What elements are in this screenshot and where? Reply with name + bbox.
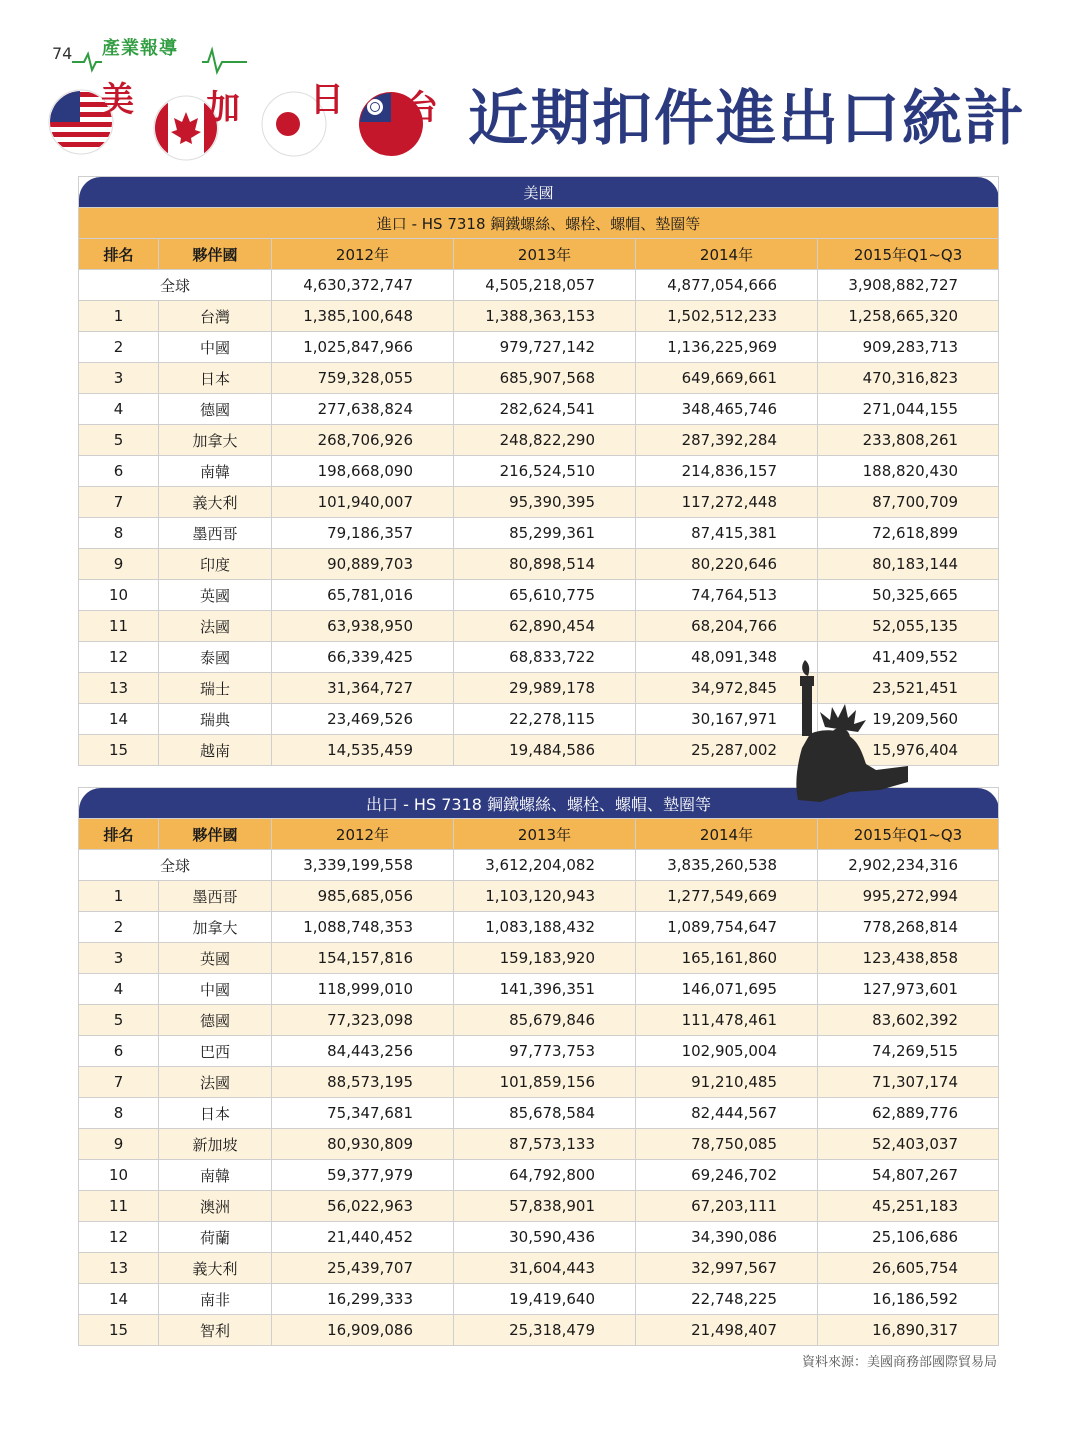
partner-cell: 義大利 [159, 1253, 272, 1284]
value-cell: 25,439,707 [272, 1253, 454, 1284]
value-cell: 778,268,814 [818, 912, 999, 943]
value-cell: 80,183,144 [818, 549, 999, 580]
value-cell: 87,573,133 [454, 1129, 636, 1160]
value-cell: 909,283,713 [818, 332, 999, 363]
partner-cell: 德國 [159, 1005, 272, 1036]
value-cell: 101,940,007 [272, 487, 454, 518]
partner-cell: 瑞士 [159, 673, 272, 704]
value-cell: 159,183,920 [454, 943, 636, 974]
value-cell: 78,750,085 [636, 1129, 818, 1160]
partner-cell: 荷蘭 [159, 1222, 272, 1253]
value-cell: 1,502,512,233 [636, 301, 818, 332]
country-bar [79, 177, 999, 208]
partner-cell: 澳洲 [159, 1191, 272, 1222]
partner-cell: 新加坡 [159, 1129, 272, 1160]
table-row [79, 1098, 999, 1129]
value-cell: 4,630,372,747 [272, 270, 454, 301]
table-row [79, 1222, 999, 1253]
partner-cell: 印度 [159, 549, 272, 580]
rank-cell: 15 [79, 1315, 159, 1346]
rank-cell: 6 [79, 1036, 159, 1067]
value-cell: 52,403,037 [818, 1129, 999, 1160]
value-cell: 65,610,775 [454, 580, 636, 611]
rank-cell: 2 [79, 912, 159, 943]
partner-cell: 日本 [159, 363, 272, 394]
col-rank: 排名 [79, 239, 159, 270]
total-label: 全球 [79, 850, 272, 881]
value-cell: 1,088,748,353 [272, 912, 454, 943]
partner-cell: 加拿大 [159, 912, 272, 943]
value-cell: 141,396,351 [454, 974, 636, 1005]
exports-table [78, 787, 999, 1346]
value-cell: 1,258,665,320 [818, 301, 999, 332]
value-cell: 19,209,560 [818, 704, 999, 735]
value-cell: 34,972,845 [636, 673, 818, 704]
partner-cell: 英國 [159, 580, 272, 611]
table-row [79, 1005, 999, 1036]
value-cell: 48,091,348 [636, 642, 818, 673]
value-cell: 31,604,443 [454, 1253, 636, 1284]
partner-cell: 南非 [159, 1284, 272, 1315]
value-cell: 1,089,754,647 [636, 912, 818, 943]
value-cell: 111,478,461 [636, 1005, 818, 1036]
exports-title: 出口 - HS 7318 鋼鐵螺絲、螺栓、螺帽、墊圈等 [79, 788, 999, 819]
page-header [0, 0, 1075, 175]
value-cell: 85,299,361 [454, 518, 636, 549]
table-row [79, 332, 999, 363]
flag-char-us: 美 [100, 80, 134, 120]
value-cell: 3,908,882,727 [818, 270, 999, 301]
value-cell: 23,521,451 [818, 673, 999, 704]
value-cell: 685,907,568 [454, 363, 636, 394]
table-row [79, 611, 999, 642]
partner-cell: 墨西哥 [159, 881, 272, 912]
value-cell: 68,833,722 [454, 642, 636, 673]
value-cell: 282,624,541 [454, 394, 636, 425]
exports-header-row [79, 819, 999, 850]
rank-cell: 14 [79, 704, 159, 735]
value-cell: 85,679,846 [454, 1005, 636, 1036]
value-cell: 102,905,004 [636, 1036, 818, 1067]
value-cell: 985,685,056 [272, 881, 454, 912]
value-cell: 188,820,430 [818, 456, 999, 487]
value-cell: 30,590,436 [454, 1222, 636, 1253]
value-cell: 56,022,963 [272, 1191, 454, 1222]
value-cell: 1,385,100,648 [272, 301, 454, 332]
col-2014: 2014年 [636, 819, 818, 850]
value-cell: 45,251,183 [818, 1191, 999, 1222]
value-cell: 16,186,592 [818, 1284, 999, 1315]
statue-of-liberty-icon [780, 652, 910, 822]
rank-cell: 5 [79, 1005, 159, 1036]
partner-cell: 越南 [159, 735, 272, 766]
value-cell: 1,388,363,153 [454, 301, 636, 332]
value-cell: 1,025,847,966 [272, 332, 454, 363]
value-cell: 52,055,135 [818, 611, 999, 642]
rank-cell: 8 [79, 518, 159, 549]
rank-cell: 11 [79, 611, 159, 642]
partner-cell: 日本 [159, 1098, 272, 1129]
col-2012: 2012年 [272, 819, 454, 850]
value-cell: 995,272,994 [818, 881, 999, 912]
rank-cell: 5 [79, 425, 159, 456]
value-cell: 117,272,448 [636, 487, 818, 518]
value-cell: 65,781,016 [272, 580, 454, 611]
col-partner: 夥伴國 [159, 819, 272, 850]
table-row [79, 974, 999, 1005]
partner-cell: 南韓 [159, 456, 272, 487]
value-cell: 22,278,115 [454, 704, 636, 735]
rank-cell: 4 [79, 974, 159, 1005]
table-row [79, 1067, 999, 1098]
rank-cell: 7 [79, 1067, 159, 1098]
value-cell: 3,339,199,558 [272, 850, 454, 881]
col-rank: 排名 [79, 819, 159, 850]
value-cell: 23,469,526 [272, 704, 454, 735]
table-row [79, 487, 999, 518]
value-cell: 69,246,702 [636, 1160, 818, 1191]
value-cell: 101,859,156 [454, 1067, 636, 1098]
value-cell: 21,440,452 [272, 1222, 454, 1253]
table-row [79, 881, 999, 912]
value-cell: 649,669,661 [636, 363, 818, 394]
col-2013: 2013年 [454, 239, 636, 270]
value-cell: 62,890,454 [454, 611, 636, 642]
rank-cell: 12 [79, 642, 159, 673]
rank-cell: 1 [79, 881, 159, 912]
value-cell: 3,612,204,082 [454, 850, 636, 881]
rank-cell: 2 [79, 332, 159, 363]
table-row [79, 912, 999, 943]
value-cell: 348,465,746 [636, 394, 818, 425]
rank-cell: 10 [79, 1160, 159, 1191]
value-cell: 25,287,002 [636, 735, 818, 766]
value-cell: 80,220,646 [636, 549, 818, 580]
col-2015: 2015年Q1~Q3 [818, 819, 999, 850]
col-partner: 夥伴國 [159, 239, 272, 270]
value-cell: 77,323,098 [272, 1005, 454, 1036]
rank-cell: 7 [79, 487, 159, 518]
country-header: 美國 [79, 177, 999, 208]
rank-cell: 6 [79, 456, 159, 487]
value-cell: 146,071,695 [636, 974, 818, 1005]
value-cell: 68,204,766 [636, 611, 818, 642]
value-cell: 34,390,086 [636, 1222, 818, 1253]
table-row [79, 1129, 999, 1160]
value-cell: 62,889,776 [818, 1098, 999, 1129]
partner-cell: 義大利 [159, 487, 272, 518]
value-cell: 19,484,586 [454, 735, 636, 766]
partner-cell: 英國 [159, 943, 272, 974]
table-row [79, 425, 999, 456]
value-cell: 29,989,178 [454, 673, 636, 704]
partner-cell: 中國 [159, 974, 272, 1005]
partner-cell: 台灣 [159, 301, 272, 332]
partner-cell: 法國 [159, 611, 272, 642]
value-cell: 19,419,640 [454, 1284, 636, 1315]
page-title: 近期扣件進出口統計 [468, 84, 1026, 154]
table-row [79, 1253, 999, 1284]
value-cell: 84,443,256 [272, 1036, 454, 1067]
table-row [79, 1284, 999, 1315]
partner-cell: 加拿大 [159, 425, 272, 456]
table-row [79, 394, 999, 425]
value-cell: 271,044,155 [818, 394, 999, 425]
value-cell: 25,318,479 [454, 1315, 636, 1346]
value-cell: 97,773,753 [454, 1036, 636, 1067]
value-cell: 71,307,174 [818, 1067, 999, 1098]
table-row [79, 1315, 999, 1346]
value-cell: 85,678,584 [454, 1098, 636, 1129]
partner-cell: 德國 [159, 394, 272, 425]
value-cell: 16,909,086 [272, 1315, 454, 1346]
rank-cell: 3 [79, 943, 159, 974]
value-cell: 216,524,510 [454, 456, 636, 487]
partner-cell: 墨西哥 [159, 518, 272, 549]
value-cell: 59,377,979 [272, 1160, 454, 1191]
value-cell: 64,792,800 [454, 1160, 636, 1191]
value-cell: 14,535,459 [272, 735, 454, 766]
value-cell: 87,415,381 [636, 518, 818, 549]
col-2015: 2015年Q1~Q3 [818, 239, 999, 270]
value-cell: 123,438,858 [818, 943, 999, 974]
rank-cell: 12 [79, 1222, 159, 1253]
value-cell: 41,409,552 [818, 642, 999, 673]
value-cell: 74,269,515 [818, 1036, 999, 1067]
table-row [79, 1036, 999, 1067]
value-cell: 66,339,425 [272, 642, 454, 673]
flag-char-tw: 台 [404, 88, 438, 128]
value-cell: 82,444,567 [636, 1098, 818, 1129]
value-cell: 74,764,513 [636, 580, 818, 611]
value-cell: 1,103,120,943 [454, 881, 636, 912]
table-row [79, 549, 999, 580]
partner-cell: 南韓 [159, 1160, 272, 1191]
table-row [79, 580, 999, 611]
value-cell: 2,902,234,316 [818, 850, 999, 881]
value-cell: 16,299,333 [272, 1284, 454, 1315]
value-cell: 25,106,686 [818, 1222, 999, 1253]
imports-header-row [79, 239, 999, 270]
partner-cell: 泰國 [159, 642, 272, 673]
source-note: 資料來源：美國商務部國際貿易局 [801, 1355, 997, 1370]
partner-cell: 瑞典 [159, 704, 272, 735]
table-row [79, 363, 999, 394]
value-cell: 1,083,188,432 [454, 912, 636, 943]
value-cell: 248,822,290 [454, 425, 636, 456]
rank-cell: 10 [79, 580, 159, 611]
partner-cell: 法國 [159, 1067, 272, 1098]
partner-cell: 巴西 [159, 1036, 272, 1067]
total-row [79, 270, 999, 301]
table-row [79, 943, 999, 974]
value-cell: 90,889,703 [272, 549, 454, 580]
value-cell: 3,835,260,538 [636, 850, 818, 881]
value-cell: 67,203,111 [636, 1191, 818, 1222]
value-cell: 470,316,823 [818, 363, 999, 394]
imports-title-row [79, 208, 999, 239]
rank-cell: 14 [79, 1284, 159, 1315]
value-cell: 287,392,284 [636, 425, 818, 456]
value-cell: 95,390,395 [454, 487, 636, 518]
col-2012: 2012年 [272, 239, 454, 270]
table-row [79, 518, 999, 549]
value-cell: 21,498,407 [636, 1315, 818, 1346]
table-row [79, 456, 999, 487]
value-cell: 72,618,899 [818, 518, 999, 549]
rank-cell: 1 [79, 301, 159, 332]
value-cell: 87,700,709 [818, 487, 999, 518]
flag-char-jp: 日 [310, 80, 344, 120]
value-cell: 30,167,971 [636, 704, 818, 735]
flag-char-ca: 加 [206, 88, 240, 128]
imports-title: 進口 - HS 7318 鋼鐵螺絲、螺栓、螺帽、墊圈等 [79, 208, 999, 239]
value-cell: 16,890,317 [818, 1315, 999, 1346]
total-label: 全球 [79, 270, 272, 301]
value-cell: 54,807,267 [818, 1160, 999, 1191]
value-cell: 233,808,261 [818, 425, 999, 456]
rank-cell: 15 [79, 735, 159, 766]
value-cell: 4,877,054,666 [636, 270, 818, 301]
value-cell: 198,668,090 [272, 456, 454, 487]
value-cell: 79,186,357 [272, 518, 454, 549]
col-2013: 2013年 [454, 819, 636, 850]
value-cell: 1,136,225,969 [636, 332, 818, 363]
value-cell: 32,997,567 [636, 1253, 818, 1284]
value-cell: 979,727,142 [454, 332, 636, 363]
value-cell: 88,573,195 [272, 1067, 454, 1098]
rank-cell: 9 [79, 1129, 159, 1160]
value-cell: 154,157,816 [272, 943, 454, 974]
value-cell: 57,838,901 [454, 1191, 636, 1222]
table-row [79, 1191, 999, 1222]
value-cell: 31,364,727 [272, 673, 454, 704]
value-cell: 127,973,601 [818, 974, 999, 1005]
total-row [79, 850, 999, 881]
value-cell: 118,999,010 [272, 974, 454, 1005]
partner-cell: 智利 [159, 1315, 272, 1346]
value-cell: 214,836,157 [636, 456, 818, 487]
value-cell: 4,505,218,057 [454, 270, 636, 301]
value-cell: 165,161,860 [636, 943, 818, 974]
value-cell: 22,748,225 [636, 1284, 818, 1315]
rank-cell: 4 [79, 394, 159, 425]
table-row [79, 1160, 999, 1191]
value-cell: 1,277,549,669 [636, 881, 818, 912]
value-cell: 277,638,824 [272, 394, 454, 425]
rank-cell: 8 [79, 1098, 159, 1129]
value-cell: 759,328,055 [272, 363, 454, 394]
section-tag: 產業報導 [102, 38, 178, 59]
page-number: 74 [52, 44, 73, 63]
partner-cell: 中國 [159, 332, 272, 363]
value-cell: 83,602,392 [818, 1005, 999, 1036]
rank-cell: 13 [79, 673, 159, 704]
value-cell: 91,210,485 [636, 1067, 818, 1098]
rank-cell: 13 [79, 1253, 159, 1284]
value-cell: 268,706,926 [272, 425, 454, 456]
value-cell: 80,898,514 [454, 549, 636, 580]
rank-cell: 3 [79, 363, 159, 394]
value-cell: 26,605,754 [818, 1253, 999, 1284]
table-row [79, 301, 999, 332]
value-cell: 63,938,950 [272, 611, 454, 642]
rank-cell: 11 [79, 1191, 159, 1222]
value-cell: 15,976,404 [818, 735, 999, 766]
value-cell: 80,930,809 [272, 1129, 454, 1160]
value-cell: 75,347,681 [272, 1098, 454, 1129]
rank-cell: 9 [79, 549, 159, 580]
value-cell: 50,325,665 [818, 580, 999, 611]
col-2014: 2014年 [636, 239, 818, 270]
